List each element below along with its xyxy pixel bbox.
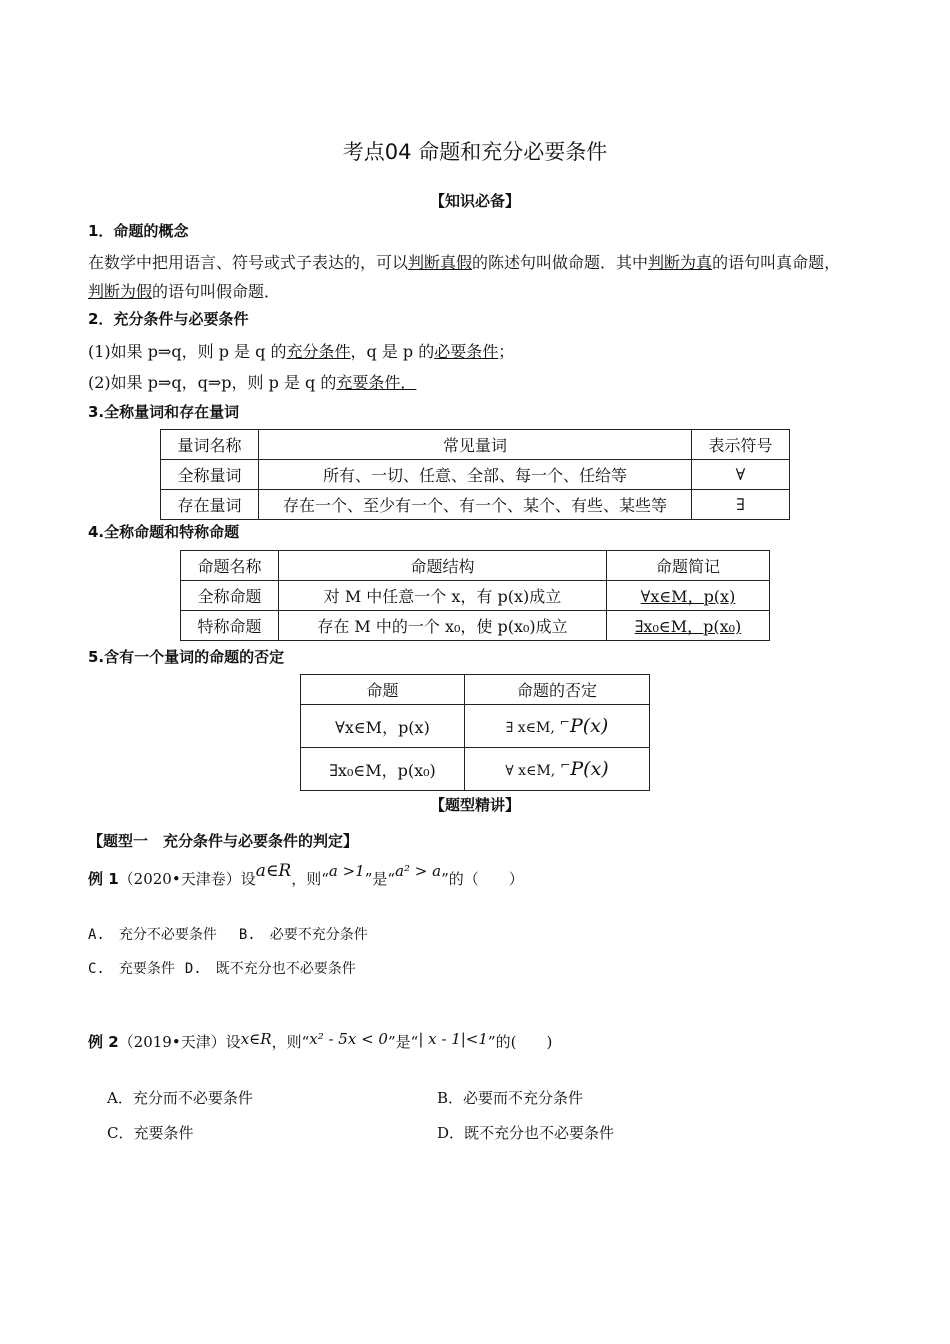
p1-underline-2: 判断为真 — [648, 253, 713, 272]
p2-1-underline-1: 充分条件 — [286, 342, 351, 361]
example-1 — [88, 861, 524, 889]
section-knowledge-heading: 【知识必备】 — [429, 192, 520, 210]
p1-text-a: 在数学中把用语言、符号或式子表达的，可以 — [88, 253, 409, 272]
table-cell: 表示符号 — [692, 430, 790, 460]
table-row — [161, 430, 790, 460]
option-b[interactable]: B．必要而不充分条件 — [437, 1089, 584, 1107]
example-1-options-row-2 — [88, 958, 356, 978]
example-1-mid-2: ”是“ — [364, 870, 396, 888]
cell-underlined-text: ∀x∈M，p(x) — [640, 587, 736, 606]
example-1-cond-a: a∈R — [255, 861, 292, 881]
proposition-table — [180, 550, 770, 641]
example-2-source: （2019•天津）设 — [118, 1033, 241, 1051]
table-cell — [607, 611, 770, 641]
table-row — [301, 748, 650, 791]
p1-text-d: 的语句叫假命题． — [152, 282, 281, 301]
example-2-mid-1: ，则“ — [271, 1033, 310, 1051]
section-types-heading: 【题型精讲】 — [429, 796, 520, 814]
not-symbol: ⌐ — [559, 715, 570, 729]
table-row — [161, 460, 790, 490]
table-row — [181, 611, 770, 641]
option-c[interactable]: C. 充要条件 — [88, 961, 175, 977]
example-2-mid-2: ”是“ — [387, 1033, 419, 1051]
type-1-heading: 【题型一 充分条件与必要条件的判定】 — [88, 832, 359, 850]
table-cell: 量词名称 — [161, 430, 259, 460]
example-1-source: （2020•天津卷）设 — [118, 870, 256, 888]
table-cell: 命题结构 — [279, 551, 607, 581]
table-cell: 特称命题 — [181, 611, 279, 641]
p2-2-text-a: (2)如果 p⇒q，q⇒p，则 p 是 q 的 — [88, 373, 337, 392]
heading-4: 4.全称命题和特称命题 — [88, 523, 240, 541]
table-cell: ∃ — [692, 490, 790, 520]
table-cell: 所有、一切、任意、全部、每一个、任给等 — [259, 460, 692, 490]
quantifier-table — [160, 429, 790, 520]
not-symbol: ⌐ — [560, 758, 571, 772]
example-2 — [88, 1031, 552, 1052]
table-cell: ∀ — [692, 460, 790, 490]
p1-underline-3: 判断为假 — [88, 282, 153, 301]
table-cell: 存在量词 — [161, 490, 259, 520]
table-cell: 全称量词 — [161, 460, 259, 490]
table-cell — [465, 748, 650, 791]
option-d[interactable]: D. 既不充分也不必要条件 — [184, 961, 356, 977]
table-cell: 命题简记 — [607, 551, 770, 581]
option-c[interactable]: C．充要条件 — [107, 1124, 194, 1142]
table-row — [301, 705, 650, 748]
p1-text-b: 的陈述句叫做命题．其中 — [472, 253, 649, 272]
negated-predicate: P(x) — [569, 715, 609, 737]
table-cell: 存在一个、至少有一个、有一个、某个、有些、某些等 — [259, 490, 692, 520]
p2-2-underline: 充要条件． — [336, 373, 417, 392]
table-cell: 命题的否定 — [465, 675, 650, 705]
example-1-options-row-1 — [88, 924, 368, 944]
example-2-end: ”的( ) — [487, 1033, 553, 1051]
example-1-end: ”的（ ） — [441, 870, 524, 888]
negated-predicate: P(x) — [570, 758, 609, 780]
negation-quantifier: ∀ x∈M, — [505, 763, 556, 779]
table-cell — [465, 705, 650, 748]
paragraph-1-line-1 — [88, 250, 840, 273]
heading-5: 5.含有一个量词的命题的否定 — [88, 648, 285, 666]
example-2-cond-a: x∈R — [240, 1030, 272, 1048]
table-row — [181, 551, 770, 581]
table-cell: ∀x∈M，p(x) — [301, 705, 465, 748]
heading-2: 2．充分条件与必要条件 — [88, 310, 249, 328]
option-b[interactable]: B. 必要不充分条件 — [238, 927, 368, 943]
option-a[interactable]: A．充分而不必要条件 — [107, 1089, 253, 1107]
heading-3: 3.全称量词和存在量词 — [88, 403, 240, 421]
paragraph-2-1 — [88, 339, 514, 362]
page-title: 考点04 命题和充分必要条件 — [342, 140, 608, 164]
example-1-cond-b: a >1 — [328, 862, 365, 880]
p1-underline-1: 判断真假 — [408, 253, 473, 272]
heading-1: 1．命题的概念 — [88, 222, 189, 240]
p2-1-text-c: ； — [498, 342, 515, 361]
paragraph-2-2 — [88, 370, 416, 393]
p2-1-text-a: (1)如果 p⇒q，则 p 是 q 的 — [88, 342, 287, 361]
table-cell: 命题 — [301, 675, 465, 705]
example-2-cond-b: x² - 5x < 0 — [309, 1030, 388, 1048]
table-cell: 命题名称 — [181, 551, 279, 581]
negation-table — [300, 674, 650, 791]
p2-1-underline-2: 必要条件 — [434, 342, 499, 361]
negation-quantifier: ∃ x∈M, — [505, 720, 555, 736]
example-1-label: 例 1 — [88, 870, 119, 888]
table-cell: ∃x₀∈M，p(x₀) — [301, 748, 465, 791]
table-cell: 全称命题 — [181, 581, 279, 611]
p2-1-text-b: ，q 是 p 的 — [350, 342, 435, 361]
example-2-cond-c: | x - 1|<1 — [418, 1030, 488, 1048]
paragraph-1-line-2 — [88, 279, 280, 302]
option-d[interactable]: D．既不充分也不必要条件 — [437, 1124, 615, 1142]
cell-underlined-text: ∃x₀∈M，p(x₀) — [634, 617, 742, 636]
table-row — [181, 581, 770, 611]
example-1-cond-c: a² > a — [395, 862, 442, 880]
example-1-mid-1: ，则“ — [291, 870, 329, 888]
table-row — [301, 675, 650, 705]
p1-text-c: 的语句叫真命题， — [712, 253, 841, 272]
example-2-label: 例 2 — [88, 1033, 119, 1051]
table-cell: 常见量词 — [259, 430, 692, 460]
option-a[interactable]: A. 充分不必要条件 — [88, 927, 217, 943]
table-cell: 存在 M 中的一个 x₀，使 p(x₀)成立 — [279, 611, 607, 641]
table-cell: 对 M 中任意一个 x，有 p(x)成立 — [279, 581, 607, 611]
table-row — [161, 490, 790, 520]
table-cell — [607, 581, 770, 611]
